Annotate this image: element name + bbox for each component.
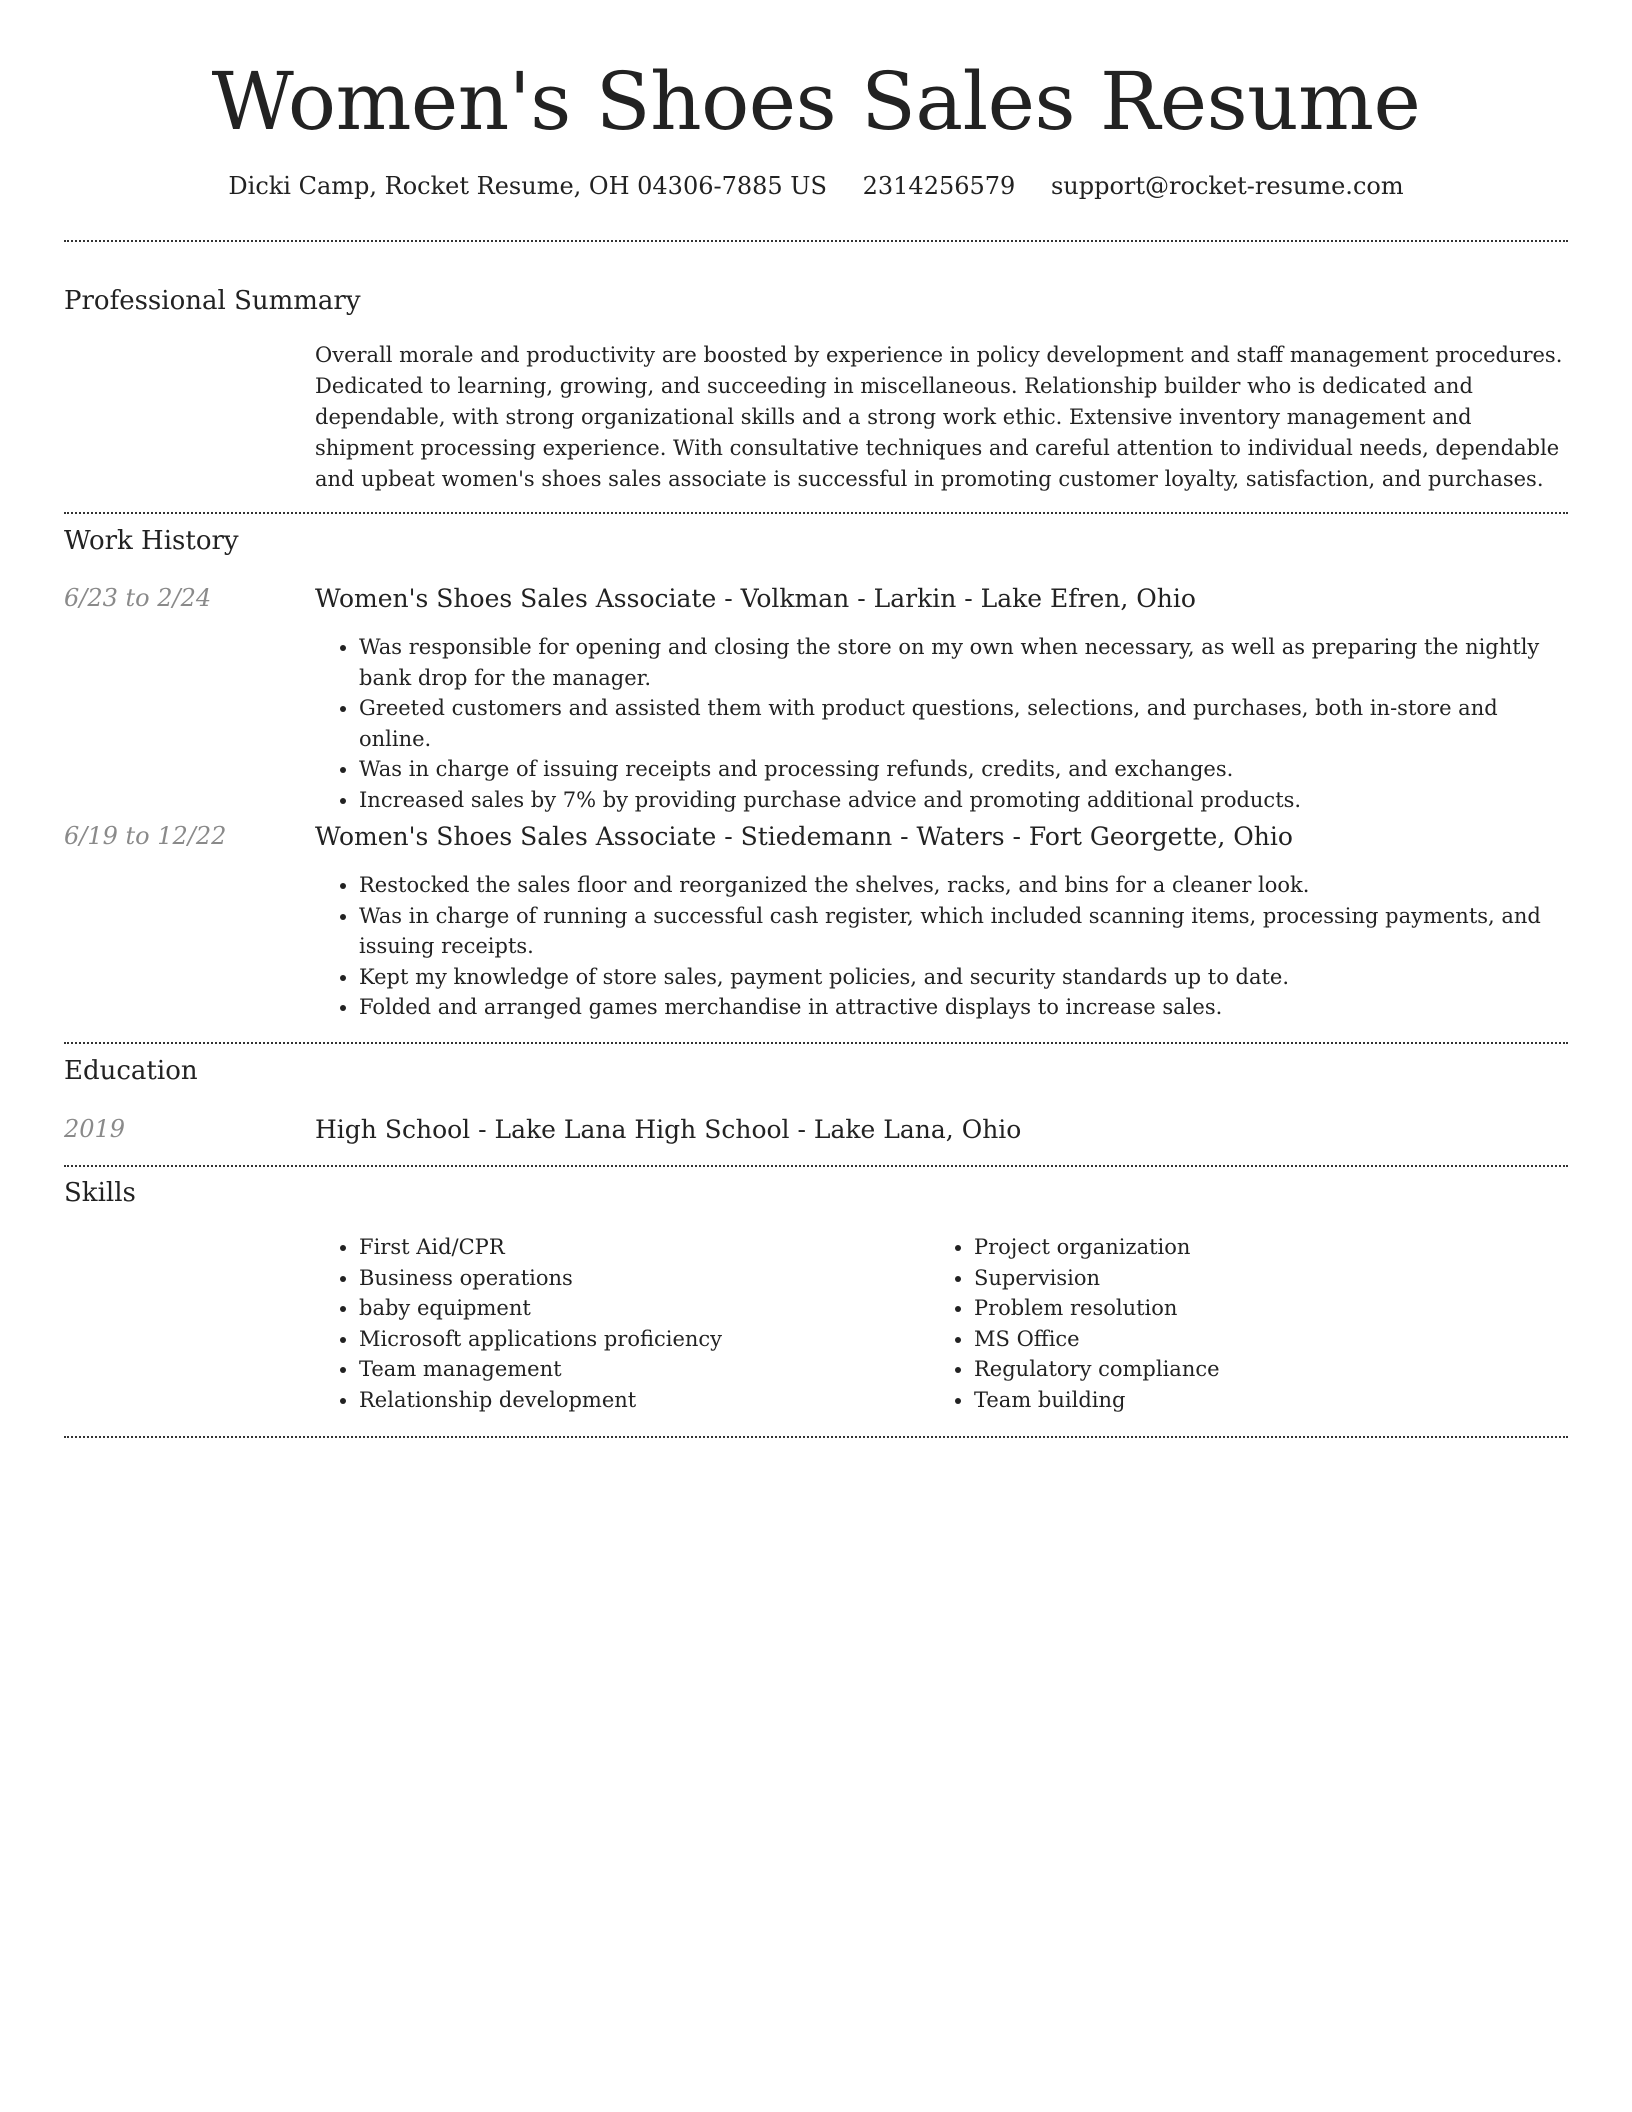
- resume-page: [64, 0, 1568, 1412]
- list-item: • Project organization: [974, 1232, 1567, 1263]
- list-item: • Microsoft applications proficiency: [359, 1324, 930, 1355]
- education-year: 2019: [64, 1115, 126, 1143]
- job-title: Women's Shoes Sales Associate - Volkman - Larkin - Lake Efren, Ohio: [315, 584, 1196, 613]
- section-title-skills: Skills: [64, 1178, 136, 1208]
- divider: [64, 1436, 1568, 1438]
- list-item: • Kept my knowledge of store sales, payment policies, and security standards up to date.: [359, 962, 1567, 993]
- job-bullets: [315, 870, 1567, 1023]
- resume-title: Women's Shoes Sales Resume: [211, 55, 1421, 148]
- job-dates: 6/23 to 2/24: [64, 584, 212, 612]
- list-item: • Relationship development: [359, 1385, 930, 1416]
- skills-list-left: [315, 1232, 930, 1415]
- list-item: • First Aid/CPR: [359, 1232, 930, 1263]
- job-dates: 6/19 to 12/22: [64, 822, 227, 850]
- section-title-education: Education: [64, 1056, 198, 1086]
- list-item: • baby equipment: [359, 1293, 930, 1324]
- list-item: • Business operations: [359, 1263, 930, 1294]
- contact-line: [64, 170, 1568, 202]
- list-item: • Supervision: [974, 1263, 1567, 1294]
- summary-text: Overall morale and productivity are boosted by experience in policy development and staff management procedures. Dedicated to learning, growing, and succeeding in miscellaneous. Relationship builder who is dedicated and dependable, with strong organizational skills and a strong work ethic. Extensive inventory management and shipment processing experience. With consultative techniques and careful attention to individual needs, dependable and upbeat women's shoes sales associate is successful in promoting customer loyalty, satisfaction, and purchases.: [315, 343, 1563, 491]
- section-title-work-history: Work History: [64, 526, 239, 556]
- list-item: • Increased sales by 7% by providing purchase advice and promoting additional products.: [359, 785, 1567, 816]
- divider: [64, 1042, 1568, 1044]
- list-item: • Team management: [359, 1354, 930, 1385]
- list-item: • Was in charge of issuing receipts and processing refunds, credits, and exchanges.: [359, 754, 1567, 785]
- education-title: High School - Lake Lana High School - Lake Lana, Ohio: [315, 1115, 1022, 1144]
- job-title: Women's Shoes Sales Associate - Stiedemann - Waters - Fort Georgette, Ohio: [315, 822, 1293, 851]
- list-item: • Team building: [974, 1385, 1567, 1416]
- list-item: • Folded and arranged games merchandise in attractive displays to increase sales.: [359, 992, 1567, 1023]
- list-item: • Was in charge of running a successful cash register, which included scanning items, processing payments, and issuing receipts.: [359, 901, 1567, 962]
- divider: [64, 1165, 1568, 1167]
- contact-address: Dicki Camp, Rocket Resume, OH 04306-7885 US: [228, 172, 827, 200]
- contact-email: support@rocket-resume.com: [1050, 172, 1404, 200]
- list-item: • MS Office: [974, 1324, 1567, 1355]
- divider: [64, 512, 1568, 514]
- list-item: • Regulatory compliance: [974, 1354, 1567, 1385]
- job-bullets: [315, 632, 1567, 815]
- list-item: • Greeted customers and assisted them with product questions, selections, and purchases, both in-store and online.: [359, 693, 1567, 754]
- section-title-summary: Professional Summary: [64, 286, 361, 316]
- list-item: • Restocked the sales floor and reorganized the shelves, racks, and bins for a cleaner look.: [359, 870, 1567, 901]
- list-item: • Was responsible for opening and closing the store on my own when necessary, as well as preparing the nightly bank drop for the manager.: [359, 632, 1567, 693]
- contact-phone: 2314256579: [862, 172, 1016, 200]
- list-item: • Problem resolution: [974, 1293, 1567, 1324]
- divider: [64, 240, 1568, 242]
- skills-list-right: [930, 1232, 1567, 1415]
